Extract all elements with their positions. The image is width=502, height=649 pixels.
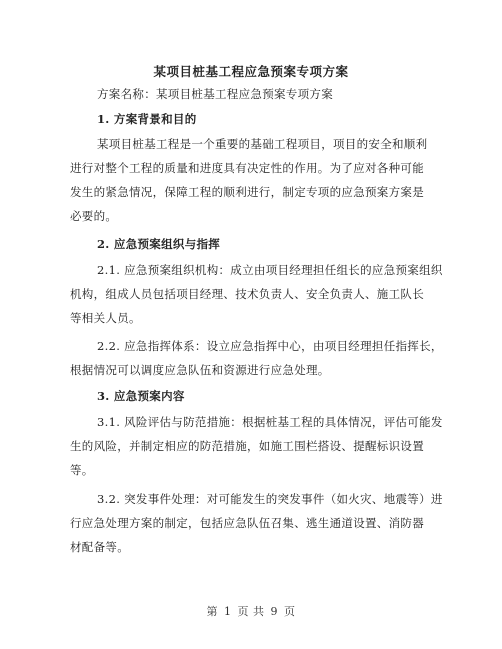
section3-1-line: 生的风险，并制定相应的防范措施，如施工围栏搭设、提醒标识设置 bbox=[70, 439, 424, 453]
section1-line: 必要的。 bbox=[70, 209, 118, 223]
document-title: 某项目桩基工程应急预案专项方案 bbox=[153, 64, 349, 79]
section2-1-line: 机构，组成人员包括项目经理、技术负责人、安全负责人、施工队长 bbox=[70, 287, 424, 301]
page-footer bbox=[0, 603, 502, 619]
section1-heading: 1. 方案背景和目的 bbox=[97, 112, 197, 126]
section3-1-line: 3.1. 风险评估与防范措施：根据桩基工程的具体情况，评估可能发 bbox=[97, 415, 443, 429]
section2-heading: 2. 应急预案组织与指挥 bbox=[97, 237, 221, 251]
section2-1-line: 等相关人员。 bbox=[70, 311, 141, 325]
section3-2-line: 材配备等。 bbox=[70, 540, 129, 554]
footer-label-after: 页 bbox=[284, 605, 296, 618]
footer-label-middle: 页 共 bbox=[237, 605, 265, 618]
footer-page-number: 1 bbox=[224, 605, 232, 618]
section1-line: 某项目桩基工程是一个重要的基础工程项目，项目的安全和顺利 bbox=[97, 137, 428, 151]
section1-line: 进行对整个工程的质量和进度具有决定性的作用。为了应对各种可能 bbox=[70, 161, 424, 175]
footer-label-before: 第 bbox=[206, 605, 218, 618]
section3-2-line: 3.2. 突发事件处理：对可能发生的突发事件（如火灾、地震等）进 bbox=[97, 492, 443, 506]
section2-1-line: 2.1. 应急预案组织机构：成立由项目经理担任组长的应急预案组织 bbox=[97, 263, 443, 277]
footer-total-pages: 9 bbox=[270, 605, 278, 618]
section2-2-line: 根据情况可以调度应急队伍和资源进行应急处理。 bbox=[70, 363, 330, 377]
scheme-name: 方案名称：某项目桩基工程应急预案专项方案 bbox=[97, 87, 333, 101]
section2-2-line: 2.2. 应急指挥体系：设立应急指挥中心，由项目经理担任指挥长， bbox=[97, 339, 443, 353]
section3-2-line: 行应急处理方案的制定，包括应急队伍召集、逃生通道设置、消防器 bbox=[70, 516, 424, 530]
section3-heading: 3. 应急预案内容 bbox=[97, 389, 185, 403]
section1-line: 发生的紧急情况，保障工程的顺利进行，制定专项的应急预案方案是 bbox=[70, 185, 424, 199]
section3-1-line: 等。 bbox=[70, 463, 94, 477]
